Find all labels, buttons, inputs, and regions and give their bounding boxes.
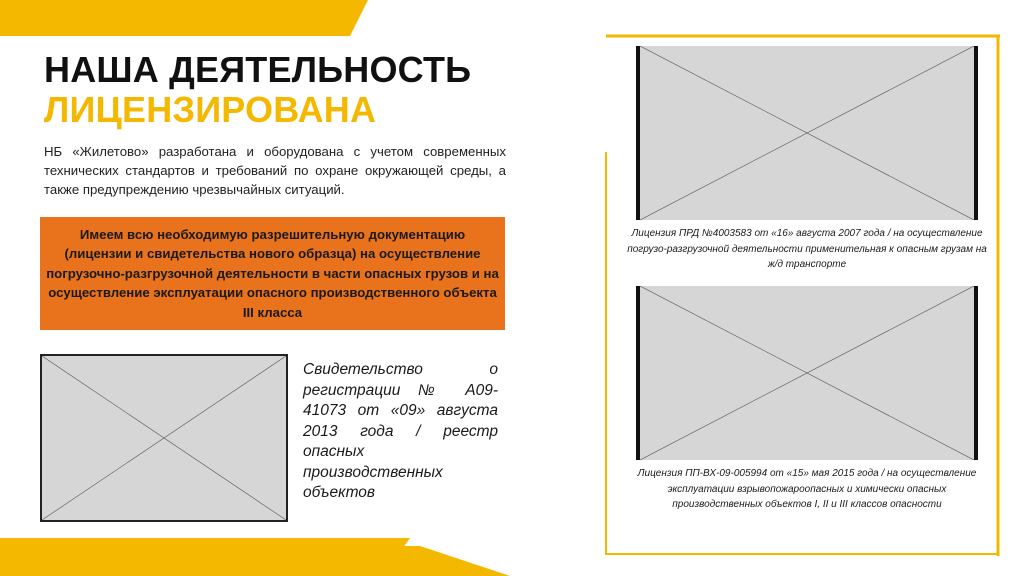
highlight-box <box>40 217 505 330</box>
page-title: НАША ДЕЯТЕЛЬНОСТЬ <box>44 49 472 90</box>
license-caption-2: Лицензия ПП-ВХ-09-005994 от «15» мая 2015 года / на осуществление эксплуатации взрывопожароопасных и химически опасных производственных объектов I, II и III классов опасности <box>637 468 977 510</box>
page-subtitle: ЛИЦЕНЗИРОВАНА <box>44 89 377 130</box>
license-caption-1: Лицензия ПРД №4003583 от «16» августа 2007 года / на осуществление погрузо-разгрузочной деятельности применительная к опасным грузам на ж/д транспорте <box>627 228 987 270</box>
highlight-text: Имеем всю необходимую разрешительную документацию (лицензии и свидетельства нового образца) на осуществление погрузочно-разгрузочной деятельности в части опасных грузов и на осуществление эксплуатации опасного производственного объекта III класса <box>46 226 499 320</box>
certificate-caption: Свидетельство о регистрации № А09-41073 от «09» августа 2013 года / реестр опасных производственных объектов <box>303 361 498 501</box>
image-placeholder-icon <box>640 286 974 460</box>
intro-paragraph: НБ «Жилетово» разработана и оборудована с учетом современных технических стандартов и требований по охране окружающей среды, а также предупреждению чрезвычайных ситуаций. <box>44 144 506 197</box>
license-image-placeholder-1 <box>636 46 978 220</box>
top-decorative-band <box>0 0 1024 36</box>
image-placeholder-icon <box>42 356 286 520</box>
certificate-image-placeholder <box>40 354 288 522</box>
license-image-placeholder-2 <box>636 286 978 460</box>
image-placeholder-icon <box>640 46 974 220</box>
